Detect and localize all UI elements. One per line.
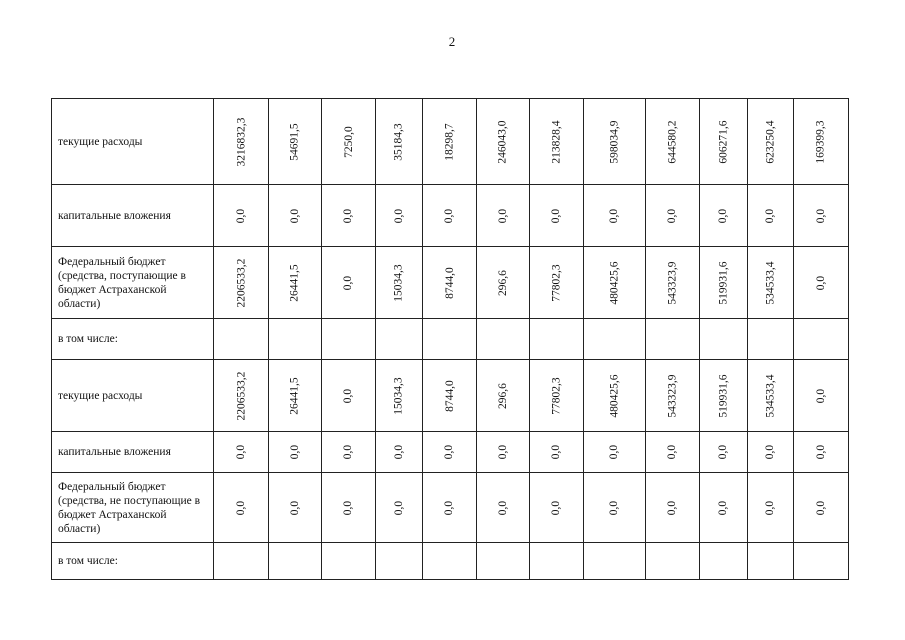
table-cell [794,99,849,185]
table-cell [794,473,849,543]
table-cell [322,99,376,185]
cell-value: 0,0 [666,500,679,515]
table-cell [423,185,477,247]
table-cell [269,99,322,185]
table-cell [376,185,423,247]
cell-value: 18298,7 [443,122,456,161]
table-cell [584,247,646,319]
table-cell [269,360,322,432]
table-cell [748,543,794,580]
budget-table [51,98,849,580]
table-cell [530,360,584,432]
cell-value: 0,0 [815,388,827,403]
table-cell [376,99,423,185]
cell-value: 0,0 [815,444,827,460]
cell-value: 169399,3 [815,119,827,164]
row-label: в том числе: [52,319,214,360]
cell-value: 246043,0 [497,119,509,164]
table-cell [322,360,376,432]
table-cell [477,432,530,473]
cell-value: 0,0 [550,500,563,515]
cell-value: 0,0 [342,208,355,223]
table-cell [477,319,530,360]
cell-value: 0,0 [764,500,777,515]
table-cell [646,319,700,360]
table-cell [269,543,322,580]
cell-value: 296,6 [497,382,509,409]
table-cell [700,247,748,319]
table-cell [269,432,322,473]
table-cell [530,473,584,543]
cell-value: 0,0 [235,444,247,460]
table-cell [477,247,530,319]
table-cell [748,473,794,543]
table-cell [423,432,477,473]
cell-value: 0,0 [764,208,777,223]
table-cell [646,473,700,543]
cell-value: 54691,5 [289,122,301,161]
table-cell [477,185,530,247]
cell-value: 26441,5 [289,376,301,415]
cell-value: 480425,6 [608,373,621,418]
table-cell [322,543,376,580]
cell-value: 0,0 [717,208,730,223]
cell-value: 35184,3 [393,122,405,161]
table-cell [794,432,849,473]
table-cell [584,185,646,247]
table-cell [322,185,376,247]
cell-value: 623250,4 [764,119,777,164]
table-row [52,543,849,580]
table-cell [584,543,646,580]
table-cell [477,360,530,432]
table-cell [748,360,794,432]
table-cell [748,319,794,360]
cell-value: 0,0 [235,208,247,223]
cell-value: 606271,6 [717,119,730,164]
row-label: текущие расходы [52,99,214,185]
table-cell [214,247,269,319]
table-cell [748,247,794,319]
table-cell [214,432,269,473]
cell-value: 0,0 [666,208,679,223]
table-cell [376,432,423,473]
cell-value: 77802,3 [550,376,563,415]
cell-value: 0,0 [342,388,355,403]
cell-value: 519931,6 [717,373,730,418]
table-cell [214,543,269,580]
cell-value: 480425,6 [608,260,621,305]
table-row [52,360,849,432]
table-cell [646,185,700,247]
cell-value: 7250,0 [342,125,355,158]
table-cell [214,360,269,432]
table-cell [794,319,849,360]
table-cell [269,185,322,247]
table-cell [748,99,794,185]
table-cell [423,247,477,319]
cell-value: 644580,2 [666,119,679,164]
cell-value: 0,0 [289,444,301,460]
cell-value: 0,0 [235,500,247,515]
table-cell [530,432,584,473]
table-cell [322,473,376,543]
table-row [52,432,849,473]
cell-value: 0,0 [815,275,827,290]
table-cell [269,247,322,319]
table-cell [700,185,748,247]
cell-value: 0,0 [342,275,355,290]
table-cell [269,319,322,360]
page-number: 2 [448,34,456,49]
table-cell [214,319,269,360]
table-cell [423,360,477,432]
row-label: Федеральный бюджет (средства, не поступающие в бюджет Астраханской области) [52,473,214,543]
cell-value: 0,0 [550,444,563,460]
cell-value: 15034,3 [393,376,405,415]
cell-value: 0,0 [443,444,456,460]
cell-value: 0,0 [393,208,405,223]
table-cell [376,360,423,432]
cell-value: 0,0 [393,444,405,460]
cell-value: 0,0 [393,500,405,515]
table-cell [584,319,646,360]
table-cell [423,473,477,543]
cell-value: 0,0 [608,444,621,460]
cell-value: 0,0 [289,500,301,515]
row-label: Федеральный бюджет (средства, поступающие в бюджет Астраханской области) [52,247,214,319]
table-cell [376,543,423,580]
table-cell [584,473,646,543]
table-cell [646,543,700,580]
cell-value: 0,0 [342,500,355,515]
cell-value: 543323,9 [666,260,679,305]
table-cell [584,432,646,473]
cell-value: 0,0 [289,208,301,223]
cell-value: 0,0 [443,208,456,223]
table-cell [530,247,584,319]
cell-value: 3216832,3 [235,117,247,166]
table-cell [646,99,700,185]
table-cell [423,543,477,580]
cell-value: 0,0 [342,444,355,460]
cell-value: 0,0 [550,208,563,223]
row-label: текущие расходы [52,360,214,432]
table-cell [376,247,423,319]
table-cell [214,185,269,247]
cell-value: 0,0 [815,500,827,515]
table-cell [530,319,584,360]
cell-value: 2206533,2 [235,371,247,420]
table-cell [584,99,646,185]
table-cell [322,247,376,319]
table-cell [214,99,269,185]
table-cell [477,99,530,185]
table-cell [530,185,584,247]
cell-value: 0,0 [666,444,679,460]
table-row [52,247,849,319]
table-cell [322,432,376,473]
table-cell [477,543,530,580]
cell-value: 296,6 [497,269,509,296]
table-cell [322,319,376,360]
table-body [52,99,849,580]
cell-value: 0,0 [815,208,827,223]
table-cell [700,543,748,580]
table-cell [794,247,849,319]
table-cell [376,473,423,543]
table-cell [700,319,748,360]
table-row [52,473,849,543]
cell-value: 8744,0 [443,379,456,412]
row-label: капитальные вложения [52,185,214,247]
cell-value: 0,0 [764,444,777,460]
cell-value: 543323,9 [666,373,679,418]
table-row [52,185,849,247]
cell-value: 0,0 [497,444,509,460]
cell-value: 0,0 [443,500,456,515]
table-row [52,99,849,185]
cell-value: 15034,3 [393,263,405,302]
table-cell [214,473,269,543]
table-cell [794,543,849,580]
table-cell [700,473,748,543]
cell-value: 598034,9 [608,119,621,164]
table-cell [269,473,322,543]
table-cell [584,360,646,432]
table-cell [646,360,700,432]
table-cell [376,319,423,360]
cell-value: 0,0 [497,208,509,223]
row-label: капитальные вложения [52,432,214,473]
cell-value: 0,0 [717,444,730,460]
table-cell [794,360,849,432]
cell-value: 26441,5 [289,263,301,302]
cell-value: 0,0 [608,208,621,223]
table-cell [477,473,530,543]
table-cell [700,99,748,185]
cell-value: 8744,0 [443,266,456,299]
table-cell [646,432,700,473]
cell-value: 0,0 [608,500,621,515]
cell-value: 519931,6 [717,260,730,305]
cell-value: 0,0 [497,500,509,515]
cell-value: 0,0 [717,500,730,515]
cell-value: 2206533,2 [235,258,247,307]
table-cell [423,319,477,360]
table-cell [700,360,748,432]
row-label: в том числе: [52,543,214,580]
table-cell [530,99,584,185]
cell-value: 534533,4 [764,373,777,418]
table-row [52,319,849,360]
cell-value: 77802,3 [550,263,563,302]
table-cell [748,432,794,473]
table-cell [794,185,849,247]
table-cell [700,432,748,473]
cell-value: 534533,4 [764,260,777,305]
cell-value: 213828,4 [550,119,563,164]
table-cell [423,99,477,185]
table-cell [530,543,584,580]
table-cell [646,247,700,319]
table-cell [748,185,794,247]
